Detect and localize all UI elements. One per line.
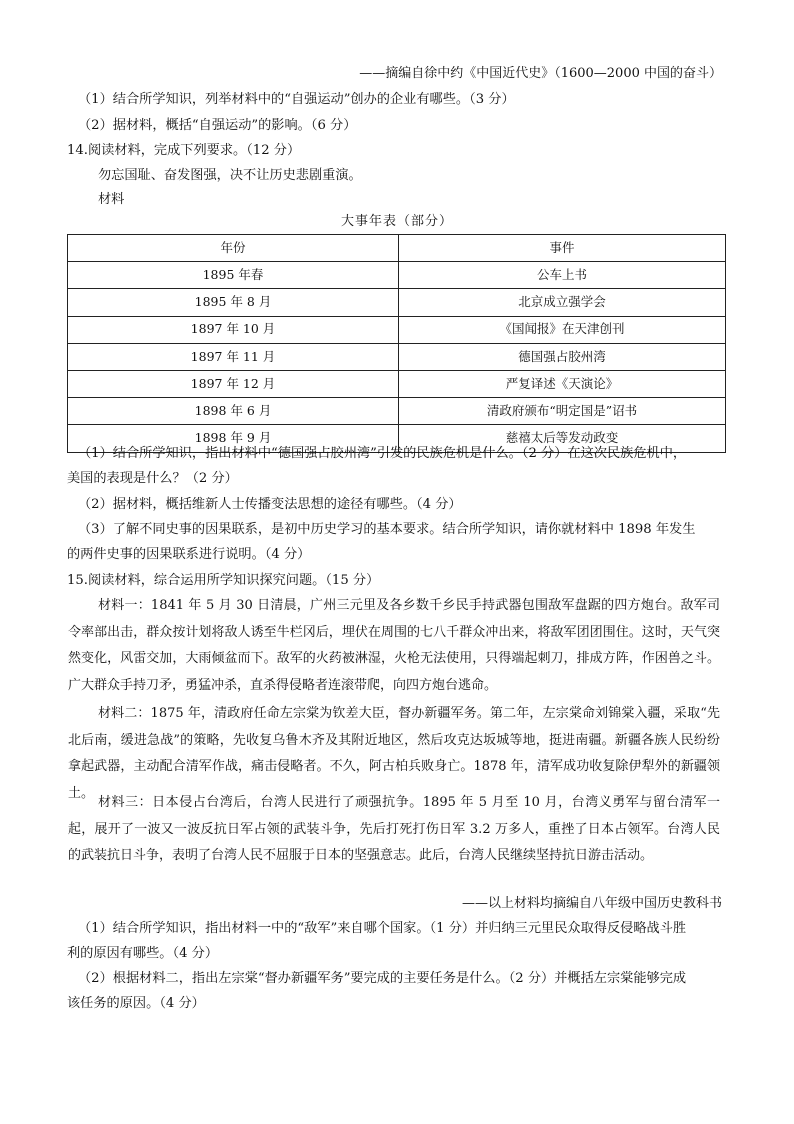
table-row xyxy=(68,316,726,343)
q15-heading: 15.阅读材料，综合运用所学知识探究问题。（15 分） xyxy=(67,573,380,588)
table-row xyxy=(68,262,726,289)
q15-sub2-line1: （2）根据材料二，指出左宗棠“督办新疆军务”要完成的主要任务是什么。（2 分）并概括左宗棠能够完成 xyxy=(78,971,687,986)
table-cell-event: 北京成立强学会 xyxy=(399,289,726,316)
table-cell-event: 德国强占胶州湾 xyxy=(399,343,726,370)
q14-sub2: （2）据材料，概括维新人士传播变法思想的途径有哪些。（4 分） xyxy=(78,497,462,512)
table-header-row xyxy=(68,235,726,262)
table-cell-event: 清政府颁布“明定国是”诏书 xyxy=(399,398,726,425)
q14-heading: 14.阅读材料，完成下列要求。（12 分） xyxy=(67,143,301,158)
table-row xyxy=(68,398,726,425)
q15-material-2: 材料二：1875 年，清政府任命左宗棠为钦差大臣，督办新疆军务。第二年，左宗棠命刘锦棠入疆，采取“先北后南，缓进急战”的策略，先收复乌鲁木齐及其附近地区，然后攻克达坂城等地，挺进南疆。新疆各族人民纷纷拿起武器，主动配合清军作战，痛击侵略者。不久，阿古柏兵败身亡。1878 年，清军成功收复除伊犁外的新疆领土。 xyxy=(68,706,720,801)
table-cell-event: 严复译述《天演论》 xyxy=(399,370,726,397)
column-header-event: 事件 xyxy=(399,235,726,262)
table-title: 大事年表（部分） xyxy=(340,214,453,229)
table-row xyxy=(68,289,726,316)
table-cell-year: 1898 年 6 月 xyxy=(68,398,399,425)
q13-sub2: （2）据材料，概括“自强运动”的影响。（6 分） xyxy=(78,118,357,133)
q14-motto: 勿忘国耻、奋发图强，决不让历史悲剧重演。 xyxy=(98,168,362,183)
source-citation: ——摘编自徐中约《中国近代史》（1600—2000 中国的奋斗） xyxy=(359,66,722,81)
table-cell-year: 1897 年 10 月 xyxy=(68,316,399,343)
q15-material-3: 材料三：日本侵占台湾后，台湾人民进行了顽强抗争。1895 年 5 月至 10 月，台湾义勇军与留台清军一起，展开了一波又一波反抗日军占领的武装斗争，先后打死打伤日军 3.2 万多人，重挫了日本占领军。台湾人民的武装抗日斗争，表明了台湾人民不屈服于日本的坚强意志。此后，台湾人民继续坚持抗日游击活动。 xyxy=(68,795,720,864)
q14-sub3-line1: （3）了解不同史事的因果联系，是初中历史学习的基本要求。结合所学知识，请你就材料中 1898 年发生 xyxy=(78,522,696,537)
q15-sub2-line2: 该任务的原因。（4 分） xyxy=(67,996,205,1011)
q15-sub1-line2: 利的原因有哪些。（4 分） xyxy=(67,946,219,961)
q14-sub1-line2: 美国的表现是什么？（2 分） xyxy=(67,471,238,486)
table-cell-year: 1898 年 9 月 xyxy=(68,425,399,452)
table-cell-year: 1897 年 12 月 xyxy=(68,370,399,397)
table-cell-year: 1895 年 8 月 xyxy=(68,289,399,316)
table-cell-event: 慈禧太后等发动政变 xyxy=(399,425,726,452)
table-cell-event: 公车上书 xyxy=(399,262,726,289)
q14-sub1-line1: （1）结合所学知识，指出材料中“德国强占胶州湾”引发的民族危机是什么。（2 分）在这次民族危机中， xyxy=(78,446,687,461)
q15-sub1-line1: （1）结合所学知识，指出材料一中的“敌军”来自哪个国家。（1 分）并归纳三元里民众取得反侵略战斗胜 xyxy=(78,921,687,936)
q14-sub3-line2: 的两件史事的因果联系进行说明。（4 分） xyxy=(67,547,311,562)
table-cell-year: 1895 年春 xyxy=(68,262,399,289)
table-row xyxy=(68,343,726,370)
q14-material-label: 材料 xyxy=(98,192,125,207)
table-cell-year: 1897 年 11 月 xyxy=(68,343,399,370)
q15-material-1: 材料一：1841 年 5 月 30 日清晨，广州三元里及各乡数千乡民手持武器包围敌军盘踞的四方炮台。敌军司令率部出击，群众按计划将敌人诱至牛栏冈后，埋伏在周围的七八千群众冲出来，将敌军团团围住。这时，天气突然变化，风雷交加，大雨倾盆而下。敌军的火药被淋湿，火枪无法使用，只得端起刺刀，排成方阵，作困兽之斗。广大群众手持刀矛，勇猛冲杀，直杀得侵略者连滚带爬，向四方炮台逃命。 xyxy=(68,598,720,693)
events-table xyxy=(67,234,726,453)
materials-source: ——以上材料均摘编自八年级中国历史教科书 xyxy=(461,896,722,911)
column-header-year: 年份 xyxy=(68,235,399,262)
table-row xyxy=(68,370,726,397)
q13-sub1: （1）结合所学知识，列举材料中的“自强运动”创办的企业有哪些。（3 分） xyxy=(78,92,515,107)
table-cell-event: 《国闻报》在天津创刊 xyxy=(399,316,726,343)
